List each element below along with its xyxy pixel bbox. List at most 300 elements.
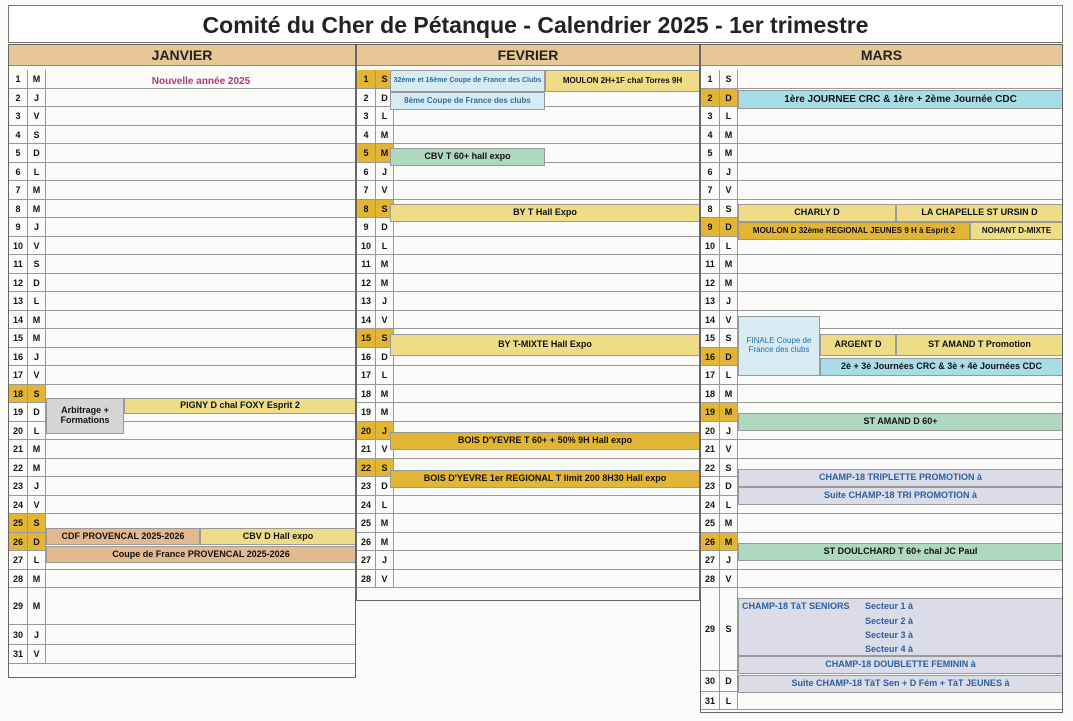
event-mar-secteur-4: Secteur 4 à xyxy=(865,644,914,654)
day-number: 27 xyxy=(8,551,28,569)
day-letter: S xyxy=(720,329,738,347)
day-cell xyxy=(394,237,700,255)
day-row-fevrier-12 xyxy=(356,274,700,293)
day-cell xyxy=(738,570,1063,588)
day-cell xyxy=(738,144,1063,162)
day-letter: L xyxy=(720,107,738,125)
day-number: 25 xyxy=(700,514,720,532)
day-number: 9 xyxy=(700,218,720,236)
event-mar-8a: CHARLY D xyxy=(738,204,896,222)
day-letter: L xyxy=(376,107,394,125)
day-cell xyxy=(46,477,356,495)
day-number: 26 xyxy=(8,533,28,551)
month-header-mars: MARS xyxy=(700,44,1063,66)
event-mar-9b: NOHANT D-MIXTE xyxy=(970,222,1063,240)
day-letter: M xyxy=(28,588,46,624)
day-letter: M xyxy=(28,329,46,347)
day-number: 28 xyxy=(700,570,720,588)
day-letter: V xyxy=(376,570,394,588)
day-cell xyxy=(46,329,356,347)
day-row-fevrier-25 xyxy=(356,514,700,533)
day-row-janvier-6 xyxy=(8,163,356,182)
day-number: 21 xyxy=(700,440,720,458)
day-row-mars-18 xyxy=(700,385,1063,404)
day-letter: V xyxy=(28,496,46,514)
day-cell xyxy=(394,274,700,292)
day-letter: J xyxy=(720,292,738,310)
day-row-janvier-24 xyxy=(8,496,356,515)
day-number: 16 xyxy=(700,348,720,366)
day-row-fevrier-27 xyxy=(356,551,700,570)
day-letter: L xyxy=(28,163,46,181)
day-number: 8 xyxy=(356,200,376,218)
day-cell xyxy=(394,533,700,551)
event-jan-25b: CBV D Hall expo xyxy=(200,528,356,545)
day-letter: V xyxy=(720,440,738,458)
day-cell xyxy=(46,163,356,181)
day-cell xyxy=(46,366,356,384)
day-letter: S xyxy=(376,70,394,88)
day-cell xyxy=(46,89,356,107)
day-number: 11 xyxy=(356,255,376,273)
day-number: 20 xyxy=(356,422,376,440)
day-letter: M xyxy=(28,181,46,199)
day-cell xyxy=(46,459,356,477)
day-letter: V xyxy=(720,570,738,588)
day-number: 15 xyxy=(700,329,720,347)
day-number: 14 xyxy=(8,311,28,329)
day-letter: S xyxy=(720,459,738,477)
day-cell xyxy=(738,514,1063,532)
event-jan-25a: CDF PROVENCAL 2025-2026 xyxy=(46,528,200,545)
month-header-fevrier: FEVRIER xyxy=(356,44,700,66)
day-row-mars-28 xyxy=(700,570,1063,589)
event-mar-23: Suite CHAMP-18 TRI PROMOTION à xyxy=(738,487,1063,505)
day-number: 16 xyxy=(356,348,376,366)
day-letter: J xyxy=(376,551,394,569)
day-letter: M xyxy=(720,255,738,273)
day-number: 30 xyxy=(8,625,28,644)
day-letter: V xyxy=(28,366,46,384)
day-cell xyxy=(394,126,700,144)
day-letter: D xyxy=(720,218,738,236)
day-letter: V xyxy=(720,181,738,199)
day-number: 13 xyxy=(356,292,376,310)
day-row-janvier-4 xyxy=(8,126,356,145)
event-jan-26: Coupe de France PROVENCAL 2025-2026 xyxy=(46,546,356,563)
day-row-fevrier-13 xyxy=(356,292,700,311)
event-mar-finale: FINALE Coupe de France des clubs xyxy=(738,316,820,376)
day-letter: D xyxy=(28,533,46,551)
day-cell xyxy=(46,496,356,514)
day-number: 8 xyxy=(700,200,720,218)
event-mar-8b: LA CHAPELLE ST URSIN D xyxy=(896,204,1063,222)
day-number: 26 xyxy=(356,533,376,551)
day-number: 19 xyxy=(700,403,720,421)
day-letter: S xyxy=(28,514,46,532)
day-cell xyxy=(738,181,1063,199)
day-letter: V xyxy=(376,440,394,458)
day-number: 17 xyxy=(700,366,720,384)
day-number: 4 xyxy=(8,126,28,144)
day-number: 28 xyxy=(356,570,376,588)
day-number: 20 xyxy=(700,422,720,440)
day-cell xyxy=(46,237,356,255)
event-mar-2: 1ère JOURNEE CRC & 1ère + 2ème Journée CDC xyxy=(738,90,1063,109)
day-cell xyxy=(394,551,700,569)
event-mar-22: CHAMP-18 TRIPLETTE PROMOTION à xyxy=(738,469,1063,487)
day-row-janvier-10 xyxy=(8,237,356,256)
day-number: 20 xyxy=(8,422,28,440)
day-row-janvier-15 xyxy=(8,329,356,348)
day-row-fevrier-24 xyxy=(356,496,700,515)
day-number: 6 xyxy=(8,163,28,181)
day-letter: S xyxy=(720,588,738,670)
day-cell xyxy=(738,126,1063,144)
day-number: 5 xyxy=(700,144,720,162)
day-number: 28 xyxy=(8,570,28,588)
day-row-mars-13 xyxy=(700,292,1063,311)
day-row-fevrier-28 xyxy=(356,570,700,589)
day-letter: M xyxy=(720,403,738,421)
event-feb-22: BOIS D'YEVRE 1er REGIONAL T limit 200 8H30 Hall expo xyxy=(390,470,700,488)
day-letter: M xyxy=(720,126,738,144)
event-feb-2: 8ème Coupe de France des clubs xyxy=(390,92,545,110)
month-header-janvier: JANVIER xyxy=(8,44,356,66)
day-row-janvier-17 xyxy=(8,366,356,385)
day-number: 9 xyxy=(356,218,376,236)
event-mar-secteur-3: Secteur 3 à xyxy=(865,630,914,640)
day-row-mars-5 xyxy=(700,144,1063,163)
day-row-janvier-14 xyxy=(8,311,356,330)
day-number: 25 xyxy=(8,514,28,532)
day-number: 14 xyxy=(356,311,376,329)
day-number: 29 xyxy=(8,588,28,624)
day-letter: M xyxy=(376,403,394,421)
day-letter: L xyxy=(376,496,394,514)
day-letter: J xyxy=(28,89,46,107)
day-letter: V xyxy=(720,311,738,329)
day-row-mars-21 xyxy=(700,440,1063,459)
day-cell xyxy=(46,107,356,125)
day-cell xyxy=(394,366,700,384)
day-number: 24 xyxy=(8,496,28,514)
day-number: 10 xyxy=(8,237,28,255)
day-row-janvier-23 xyxy=(8,477,356,496)
day-cell xyxy=(394,311,700,329)
day-letter: M xyxy=(720,533,738,551)
day-letter: V xyxy=(28,107,46,125)
day-number: 29 xyxy=(700,588,720,670)
day-row-janvier-21 xyxy=(8,440,356,459)
day-letter: M xyxy=(28,200,46,218)
day-row-janvier-11 xyxy=(8,255,356,274)
day-cell xyxy=(46,348,356,366)
day-cell xyxy=(738,107,1063,125)
day-letter: J xyxy=(28,348,46,366)
day-cell xyxy=(394,292,700,310)
day-number: 3 xyxy=(8,107,28,125)
page-title: Comité du Cher de Pétanque - Calendrier 2025 - 1er trimestre xyxy=(8,5,1063,43)
day-number: 23 xyxy=(356,477,376,495)
day-letter: L xyxy=(720,366,738,384)
day-letter: L xyxy=(28,422,46,440)
day-row-fevrier-4 xyxy=(356,126,700,145)
day-cell xyxy=(394,255,700,273)
day-cell xyxy=(394,181,700,199)
day-row-janvier-16 xyxy=(8,348,356,367)
day-number: 15 xyxy=(8,329,28,347)
day-number: 23 xyxy=(700,477,720,495)
day-row-janvier-5 xyxy=(8,144,356,163)
day-number: 1 xyxy=(700,70,720,88)
event-mar-29b: CHAMP-18 DOUBLETTE FEMININ à xyxy=(738,656,1063,674)
day-letter: M xyxy=(28,570,46,588)
day-letter: D xyxy=(376,348,394,366)
day-letter: J xyxy=(720,551,738,569)
day-number: 2 xyxy=(700,89,720,107)
event-mar-29a: CHAMP-18 TàT SENIORS xyxy=(742,601,850,611)
event-feb-15: BY T-MIXTE Hall Expo xyxy=(390,334,700,356)
day-number: 8 xyxy=(8,200,28,218)
day-row-mars-4 xyxy=(700,126,1063,145)
day-letter: J xyxy=(28,625,46,644)
day-letter: D xyxy=(720,671,738,690)
day-letter: M xyxy=(376,255,394,273)
day-letter: D xyxy=(720,89,738,107)
day-row-mars-7 xyxy=(700,181,1063,200)
day-letter: S xyxy=(720,200,738,218)
day-number: 26 xyxy=(700,533,720,551)
event-mar-29a-box xyxy=(738,598,1063,656)
day-row-fevrier-26 xyxy=(356,533,700,552)
day-letter: M xyxy=(376,385,394,403)
day-number: 12 xyxy=(700,274,720,292)
day-letter: V xyxy=(376,311,394,329)
day-cell xyxy=(46,255,356,273)
day-letter: M xyxy=(376,274,394,292)
day-number: 2 xyxy=(356,89,376,107)
day-letter: L xyxy=(28,292,46,310)
day-cell xyxy=(46,440,356,458)
day-row-janvier-28 xyxy=(8,570,356,589)
event-mar-secteur-1: Secteur 1 à xyxy=(865,601,914,611)
day-cell xyxy=(46,588,356,624)
day-letter: M xyxy=(28,70,46,88)
day-letter: M xyxy=(28,311,46,329)
day-cell xyxy=(738,292,1063,310)
day-letter: J xyxy=(376,163,394,181)
day-cell xyxy=(738,692,1063,710)
day-row-janvier-8 xyxy=(8,200,356,219)
day-number: 1 xyxy=(8,70,28,88)
day-cell xyxy=(46,274,356,292)
day-row-mars-31 xyxy=(700,692,1063,711)
event-mar-16: 2è + 3è Journées CRC & 3è + 4è Journées CDC xyxy=(820,358,1063,376)
day-number: 19 xyxy=(356,403,376,421)
day-cell xyxy=(394,514,700,532)
event-mar-15a: ARGENT D xyxy=(820,334,896,356)
day-row-mars-3 xyxy=(700,107,1063,126)
day-number: 9 xyxy=(8,218,28,236)
day-cell xyxy=(46,570,356,588)
event-jan-arbitrage: Arbitrage + Formations xyxy=(46,398,124,434)
day-letter: M xyxy=(376,144,394,162)
day-number: 14 xyxy=(700,311,720,329)
day-cell xyxy=(738,274,1063,292)
day-cell xyxy=(738,440,1063,458)
day-number: 31 xyxy=(8,645,28,663)
day-cell xyxy=(394,403,700,421)
day-cell xyxy=(46,625,356,644)
day-row-mars-12 xyxy=(700,274,1063,293)
day-letter: M xyxy=(376,514,394,532)
day-number: 23 xyxy=(8,477,28,495)
day-number: 6 xyxy=(700,163,720,181)
day-letter: D xyxy=(28,403,46,421)
day-number: 31 xyxy=(700,692,720,710)
day-cell xyxy=(738,385,1063,403)
day-cell xyxy=(738,255,1063,273)
day-letter: S xyxy=(376,459,394,477)
day-letter: M xyxy=(28,440,46,458)
day-number: 4 xyxy=(700,126,720,144)
day-number: 30 xyxy=(700,671,720,690)
day-number: 10 xyxy=(700,237,720,255)
day-letter: L xyxy=(28,551,46,569)
day-number: 22 xyxy=(700,459,720,477)
day-number: 19 xyxy=(8,403,28,421)
day-number: 18 xyxy=(356,385,376,403)
day-number: 15 xyxy=(356,329,376,347)
day-row-fevrier-18 xyxy=(356,385,700,404)
day-row-janvier-29 xyxy=(8,588,356,625)
day-letter: D xyxy=(376,89,394,107)
event-feb-20: BOIS D'YEVRE T 60+ + 50% 9H Hall expo xyxy=(390,432,700,450)
day-row-fevrier-11 xyxy=(356,255,700,274)
day-letter: V xyxy=(28,645,46,663)
day-number: 18 xyxy=(700,385,720,403)
day-row-fevrier-7 xyxy=(356,181,700,200)
day-cell xyxy=(46,311,356,329)
day-letter: L xyxy=(376,237,394,255)
day-letter: M xyxy=(28,459,46,477)
day-cell xyxy=(46,645,356,663)
day-row-janvier-9 xyxy=(8,218,356,237)
day-cell xyxy=(394,385,700,403)
day-row-fevrier-19 xyxy=(356,403,700,422)
day-letter: M xyxy=(720,385,738,403)
day-letter: S xyxy=(28,385,46,403)
day-row-mars-11 xyxy=(700,255,1063,274)
day-number: 11 xyxy=(700,255,720,273)
day-number: 12 xyxy=(356,274,376,292)
day-letter: J xyxy=(376,292,394,310)
day-letter: L xyxy=(720,237,738,255)
day-row-mars-25 xyxy=(700,514,1063,533)
day-letter: M xyxy=(720,144,738,162)
event-feb-8: BY T Hall Expo xyxy=(390,204,700,222)
day-letter: J xyxy=(28,218,46,236)
day-row-janvier-22 xyxy=(8,459,356,478)
day-letter: V xyxy=(28,237,46,255)
day-letter: V xyxy=(376,181,394,199)
event-mar-30: Suite CHAMP-18 TàT Sen + D Fém + TàT JEUNES à xyxy=(738,675,1063,693)
event-mar-9a: MOULON D 32ème REGIONAL JEUNES 9 H à Esprit 2 xyxy=(738,222,970,240)
day-row-janvier-2 xyxy=(8,89,356,108)
day-row-janvier-13 xyxy=(8,292,356,311)
day-cell xyxy=(738,70,1063,88)
day-letter: D xyxy=(28,144,46,162)
day-row-janvier-30 xyxy=(8,625,356,645)
day-number: 21 xyxy=(8,440,28,458)
day-number: 18 xyxy=(8,385,28,403)
day-cell xyxy=(738,163,1063,181)
day-row-fevrier-14 xyxy=(356,311,700,330)
day-letter: S xyxy=(28,255,46,273)
day-number: 13 xyxy=(8,292,28,310)
day-number: 1 xyxy=(356,70,376,88)
day-number: 6 xyxy=(356,163,376,181)
day-number: 16 xyxy=(8,348,28,366)
day-row-janvier-3 xyxy=(8,107,356,126)
day-cell xyxy=(46,292,356,310)
day-number: 2 xyxy=(8,89,28,107)
event-feb-1a: 32ème et 16ème Coupe de France des Clubs xyxy=(390,70,545,92)
day-number: 13 xyxy=(700,292,720,310)
day-number: 12 xyxy=(8,274,28,292)
day-number: 4 xyxy=(356,126,376,144)
event-feb-1b: MOULON 2H+1F chal Torres 9H xyxy=(545,70,700,92)
day-letter: J xyxy=(720,163,738,181)
day-cell xyxy=(46,126,356,144)
day-letter: D xyxy=(720,348,738,366)
event-jan-18: PIGNY D chal FOXY Esprit 2 xyxy=(124,398,356,414)
event-mar-secteur-2: Secteur 2 à xyxy=(865,616,914,626)
day-letter: D xyxy=(720,477,738,495)
day-cell xyxy=(46,181,356,199)
event-mar-19: ST AMAND D 60+ xyxy=(738,413,1063,431)
event-mar-15b: ST AMAND T Promotion xyxy=(896,334,1063,356)
day-letter: J xyxy=(720,422,738,440)
event-mar-26: ST DOULCHARD T 60+ chal JC Paul xyxy=(738,543,1063,561)
day-letter: J xyxy=(28,477,46,495)
day-letter: M xyxy=(720,514,738,532)
day-number: 5 xyxy=(356,144,376,162)
day-cell xyxy=(46,200,356,218)
day-letter: S xyxy=(376,200,394,218)
event-feb-5: CBV T 60+ hall expo xyxy=(390,148,545,166)
day-number: 22 xyxy=(356,459,376,477)
day-row-mars-6 xyxy=(700,163,1063,182)
day-row-janvier-31 xyxy=(8,645,356,664)
day-number: 10 xyxy=(356,237,376,255)
day-number: 3 xyxy=(700,107,720,125)
day-cell xyxy=(46,218,356,236)
day-letter: D xyxy=(376,477,394,495)
day-number: 17 xyxy=(8,366,28,384)
day-letter: L xyxy=(720,496,738,514)
day-letter: M xyxy=(376,533,394,551)
day-letter: S xyxy=(376,329,394,347)
day-number: 11 xyxy=(8,255,28,273)
day-letter: M xyxy=(376,126,394,144)
day-number: 21 xyxy=(356,440,376,458)
day-row-janvier-7 xyxy=(8,181,356,200)
day-row-fevrier-17 xyxy=(356,366,700,385)
day-letter: L xyxy=(376,366,394,384)
day-number: 27 xyxy=(356,551,376,569)
